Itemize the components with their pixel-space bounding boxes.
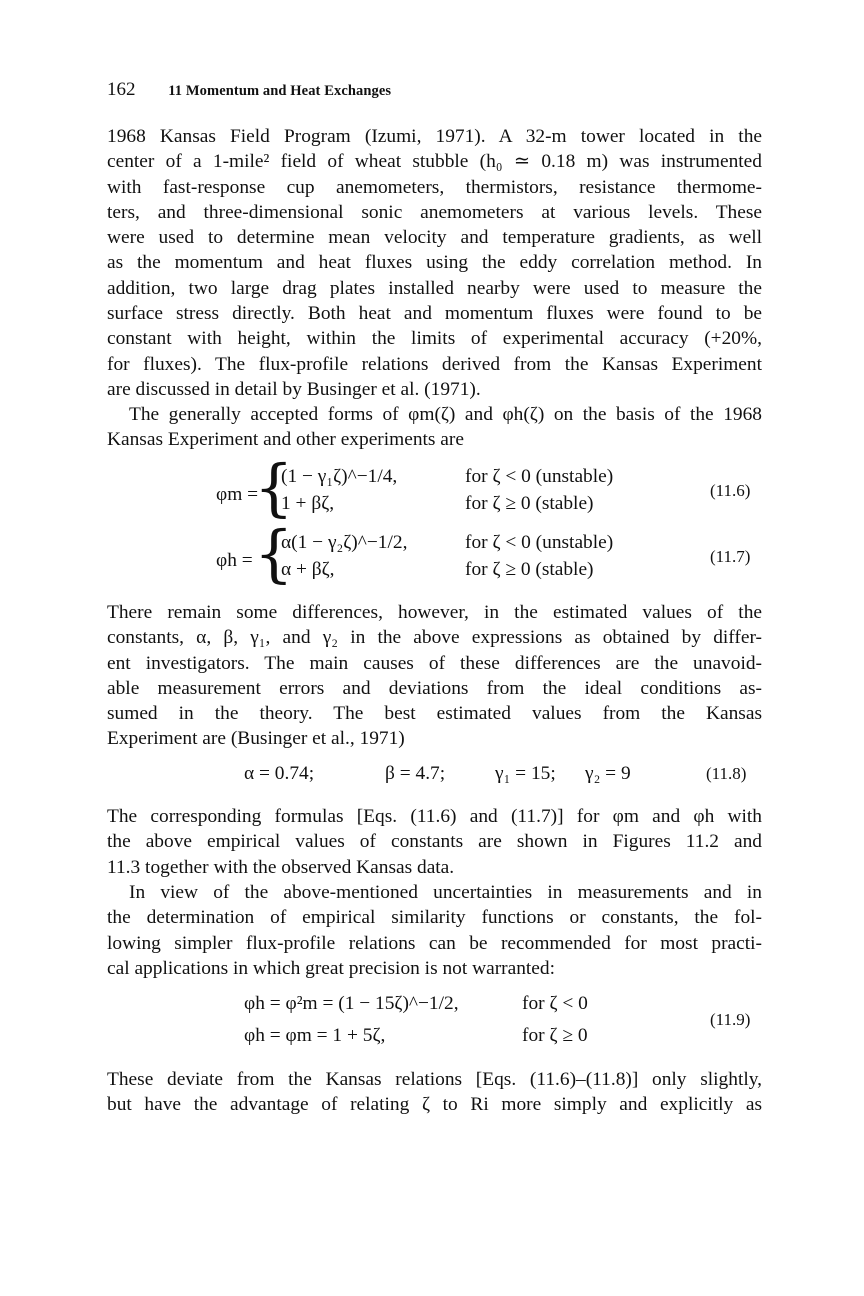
constant-alpha: α = 0.74;: [244, 763, 315, 784]
running-header: [107, 79, 391, 101]
text-line: The corresponding formulas [Eqs. (11.6) and (11.7)] for φm and φh with: [107, 806, 762, 827]
equation-expression: φh = φm = 1 + 5ζ,: [244, 1025, 386, 1046]
page-number: 162: [107, 79, 136, 100]
paragraph-kansas-program: [107, 124, 762, 402]
text-line: the determination of empirical similarity functions or constants, the fol-: [107, 907, 762, 929]
paragraph-accepted-forms: [107, 402, 762, 453]
equation-condition: for ζ ≥ 0 (stable): [465, 493, 594, 514]
text-line: constant with height, within the limits of experimental accuracy (+20%,: [107, 328, 762, 350]
text-line: the above empirical values of constants are shown in Figures 11.2 and: [107, 831, 762, 853]
text-line: but have the advantage of relating ζ to Ri more simply and explicitly as: [107, 1094, 762, 1116]
equation-expression: α(1 − γ₂ζ)^−1/2,: [281, 532, 408, 553]
text-line: with fast-response cup anemometers, thermistors, resistance thermome-: [107, 176, 762, 198]
text-line: constants, α, β, γ₁, and γ₂ in the above expressions as obtained by differ-: [107, 627, 762, 649]
constant-gamma1: γ₁ = 15;: [495, 763, 556, 784]
equation-condition: for ζ < 0 (unstable): [465, 466, 614, 487]
equation-number: (11.8): [706, 764, 747, 783]
equation-condition: for ζ < 0: [522, 993, 588, 1014]
text-line: Kansas Experiment and other experiments are: [107, 429, 464, 451]
text-line: addition, two large drag plates installed nearby were used to measure the: [107, 277, 762, 299]
text-line: The generally accepted forms of φm(ζ) and φh(ζ) on the basis of the 1968: [129, 404, 762, 425]
text-line: as the momentum and heat fluxes using the eddy correlation method. In: [107, 252, 762, 274]
text-line: 11.3 together with the observed Kansas data.: [107, 856, 455, 878]
text-line: for fluxes). The flux-profile relations derived from the Kansas Experiment: [107, 353, 762, 375]
equation-number: (11.9): [710, 1010, 751, 1029]
equation-number: (11.7): [710, 547, 751, 566]
constant-gamma2: γ₂ = 9: [585, 763, 631, 784]
text-line: There remain some differences, however, in the estimated values of the: [107, 602, 762, 623]
text-line: are discussed in detail by Businger et al. (1971).: [107, 378, 481, 400]
text-line: able measurement errors and deviations from the ideal conditions as-: [107, 677, 762, 699]
text-line: Experiment are (Businger et al., 1971): [107, 728, 405, 750]
text-line: 1968 Kansas Field Program (Izumi, 1971). A 32-m tower located in the: [107, 126, 762, 147]
equation-lhs: φm =: [216, 484, 259, 505]
left-brace: {: [254, 451, 294, 524]
text-line: were used to determine mean velocity and temperature gradients, as well: [107, 227, 762, 249]
text-line: ters, and three-dimensional sonic anemometers at various levels. These: [107, 201, 762, 223]
paragraph-differences: [107, 600, 762, 752]
equation-lhs: φh =: [216, 550, 253, 571]
paragraph-corresponding-formulas: [107, 804, 762, 880]
paragraph-simpler-relations: [107, 880, 762, 981]
equation-condition: for ζ ≥ 0 (stable): [465, 559, 594, 580]
constant-beta: β = 4.7;: [385, 763, 446, 784]
left-brace: {: [254, 517, 294, 590]
equation-expression: φh = φ²m = (1 − 15ζ)^−1/2,: [244, 993, 459, 1014]
equation-expression: (1 − γ₁ζ)^−1/4,: [281, 466, 398, 487]
equation-expression: α + βζ,: [281, 559, 335, 580]
text-line: cal applications in which great precision is not warranted:: [107, 957, 555, 979]
equation-expression: 1 + βζ,: [281, 493, 335, 514]
text-line: center of a 1-mile² field of wheat stubble (h₀ ≃ 0.18 m) was instrumented: [107, 151, 762, 173]
paragraph-deviation: [107, 1067, 762, 1118]
text-line: lowing simpler flux-profile relations can be recommended for most practi-: [107, 932, 762, 954]
chapter-title: 11 Momentum and Heat Exchanges: [168, 83, 392, 99]
equation-number: (11.6): [710, 481, 751, 500]
text-line: ent investigators. The main causes of these differences are the unavoid-: [107, 652, 762, 674]
text-line: sumed in the theory. The best estimated values from the Kansas: [107, 703, 762, 725]
text-line: In view of the above-mentioned uncertainties in measurements and in: [129, 882, 762, 903]
equation-condition: for ζ < 0 (unstable): [465, 532, 614, 553]
text-line: These deviate from the Kansas relations [Eqs. (11.6)–(11.8)] only slightly,: [107, 1069, 762, 1090]
equation-condition: for ζ ≥ 0: [522, 1025, 588, 1046]
text-line: surface stress directly. Both heat and momentum fluxes were found to be: [107, 303, 762, 325]
